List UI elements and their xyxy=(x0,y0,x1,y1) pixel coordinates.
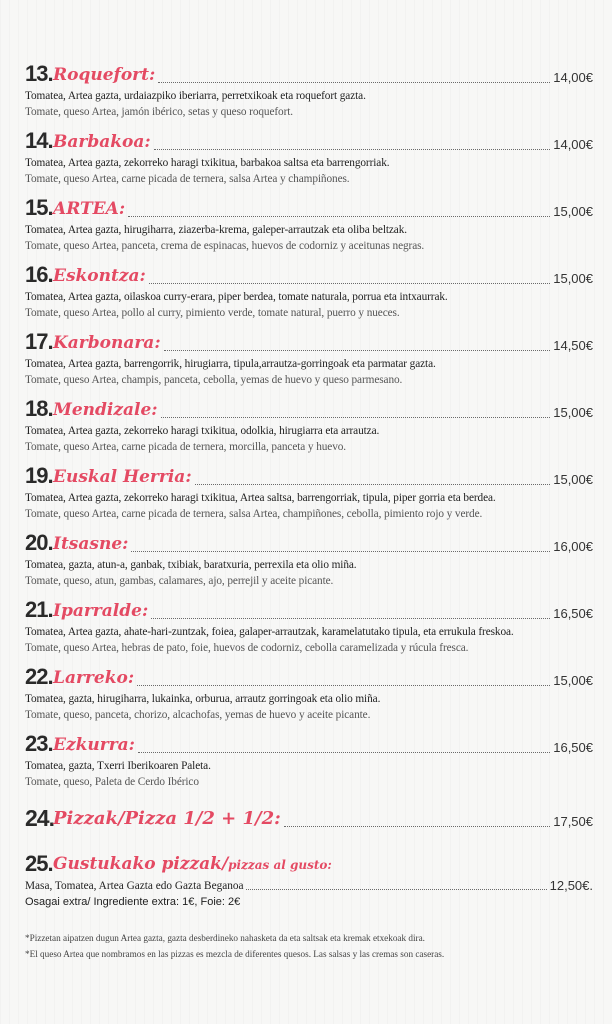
item-ingredients-es: Tomate, queso Artea, carne picada de ternera, morcilla, panceta y huevo. xyxy=(25,441,347,453)
menu-item xyxy=(25,60,593,127)
item-price: 15,00€ xyxy=(553,472,593,487)
item-header xyxy=(25,127,593,155)
item-title: ARTEA: xyxy=(53,199,126,219)
item-title: Barbakoa: xyxy=(53,132,151,152)
item-ingredients-es: Tomate, queso Artea, carne picada de ternera, salsa Artea y champiñones. xyxy=(25,173,350,185)
custom-extra: Osagai extra/ Ingrediente extra: 1€, Foie: 2€ xyxy=(25,896,241,908)
item-number: 18. xyxy=(25,396,53,421)
item-price: 14,00€ xyxy=(553,137,593,152)
leader-dots xyxy=(158,82,550,83)
item-ingredients-eu: Tomatea, Artea gazta, urdaiazpiko iberiarra, perretxikoak eta roquefort gazta. xyxy=(25,90,366,102)
item-price: 14,50€ xyxy=(553,338,593,353)
leader-dots xyxy=(151,618,550,619)
item-title xyxy=(53,854,332,875)
item-number: 14. xyxy=(25,128,53,153)
menu-item xyxy=(25,194,593,261)
item-header xyxy=(25,730,593,758)
item-title: Larreko: xyxy=(53,668,135,688)
item-price: 17,50€ xyxy=(553,814,593,829)
item-ingredients-eu: Tomatea, gazta, atun-a, ganbak, txibiak, baratxuria, perrexila eta olio miña. xyxy=(25,559,357,571)
item-header xyxy=(25,663,593,691)
item-number: 16. xyxy=(25,262,53,287)
item-number: 15. xyxy=(25,195,53,220)
item-title: Pizzak/Pizza 1/2 + 1/2: xyxy=(53,808,281,829)
item-price: 15,00€ xyxy=(553,673,593,688)
item-title: Ezkurra: xyxy=(53,735,135,755)
item-header xyxy=(25,596,593,624)
leader-dots xyxy=(164,350,550,351)
item-ingredients-es: Tomate, queso, panceta, chorizo, alcachofas, yemas de huevo y aceite picante. xyxy=(25,709,371,721)
item-price: 15,00€ xyxy=(553,271,593,286)
leader-dots xyxy=(161,417,550,418)
item-ingredients-eu: Tomatea, Artea gazta, zekorreko haragi txikitua, Artea saltsa, barrengorriak, tipula, piper gorria eta berdea. xyxy=(25,492,496,504)
menu-item xyxy=(25,596,593,663)
leader-dots xyxy=(137,685,550,686)
item-ingredients-es: Tomate, queso Artea, jamón ibérico, setas y queso roquefort. xyxy=(25,106,294,118)
item-number: 23. xyxy=(25,731,53,756)
custom-base: Masa, Tomatea, Artea Gazta edo Gazta Beganoa xyxy=(25,880,244,892)
leader-dots xyxy=(246,889,547,890)
item-header xyxy=(25,194,593,222)
custom-base-line xyxy=(25,878,593,894)
menu-item-half-pizza xyxy=(25,800,593,832)
footnote-eu: *Pizzetan aipatzen dugun Artea gazta, gazta desberdineko nahasketa da eta saltsak eta kremak etxekoak dira. xyxy=(25,933,425,943)
leader-dots xyxy=(131,551,550,552)
leader-dots xyxy=(284,826,550,827)
item-ingredients-es: Tomate, queso, atun, gambas, calamares, ajo, perrejil y aceite picante. xyxy=(25,575,334,587)
item-number: 21. xyxy=(25,597,53,622)
item-header xyxy=(25,395,593,423)
item-ingredients-es: Tomate, queso Artea, champis, panceta, cebolla, yemas de huevo y queso parmesano. xyxy=(25,374,403,386)
item-price: 12,50€. xyxy=(549,878,593,893)
item-number: 13. xyxy=(25,61,53,86)
item-number: 17. xyxy=(25,329,53,354)
item-ingredients-eu: Tomatea, Artea gazta, barrengorrik, hirugiarra, tipula,arrautza-gorringoak eta parmatar gazta. xyxy=(25,358,436,370)
item-title: Eskontza: xyxy=(53,266,146,286)
item-price: 15,00€ xyxy=(553,405,593,420)
item-price: 16,00€ xyxy=(553,539,593,554)
item-price: 14,00€ xyxy=(553,70,593,85)
menu-item xyxy=(25,261,593,328)
footnote-es: *El queso Artea que nombramos en las pizzas es mezcla de diferentes quesos. Las salsas y las cremas son caseras. xyxy=(25,949,445,959)
leader-dots xyxy=(149,283,550,284)
item-ingredients-eu: Tomatea, Artea gazta, zekorreko haragi txikitua, barbakoa saltsa eta barrengorriak. xyxy=(25,157,390,169)
item-number: 22. xyxy=(25,664,53,689)
pizza-menu-list xyxy=(25,60,593,797)
menu-item xyxy=(25,127,593,194)
item-number: 24. xyxy=(25,805,54,831)
item-ingredients-es: Tomate, queso Artea, pollo al curry, pimiento verde, tomate natural, puerro y nueces. xyxy=(25,307,400,319)
item-ingredients-es: Tomate, queso Artea, carne picada de ternera, salsa Artea, champiñones, cebolla, pimiento rojo y verde. xyxy=(25,508,483,520)
footnotes xyxy=(25,930,605,962)
leader-dots xyxy=(128,216,550,217)
item-ingredients-eu: Tomatea, Artea gazta, zekorreko haragi txikitua, odolkia, hirugiarra eta arrautza. xyxy=(25,425,380,437)
menu-item xyxy=(25,663,593,730)
item-ingredients-es: Tomate, queso Artea, panceta, crema de espinacas, huevos de codorniz y aceitunas negras. xyxy=(25,240,425,252)
item-title: Karbonara: xyxy=(53,333,161,353)
item-ingredients-es: Tomate, queso, Paleta de Cerdo Ibérico xyxy=(25,776,199,788)
item-ingredients-eu: Tomatea, Artea gazta, oilaskoa curry-erara, piper berdea, tomate naturala, porrua eta intxaurrak. xyxy=(25,291,448,303)
item-ingredients-es: Tomate, queso Artea, hebras de pato, foie, huevos de codorniz, cebolla caramelizada y rúcula fresca. xyxy=(25,642,469,654)
menu-item xyxy=(25,730,593,797)
custom-subtitle: pizzas al gusto: xyxy=(228,858,332,872)
item-title: Mendizale: xyxy=(53,400,158,420)
menu-item-custom-pizza xyxy=(25,850,593,910)
item-ingredients-eu: Tomatea, gazta, hirugiharra, lukainka, orburua, arrautz gorringoak eta olio miña. xyxy=(25,693,381,705)
item-price: 15,00€ xyxy=(553,204,593,219)
item-header xyxy=(25,60,593,88)
item-number: 19. xyxy=(25,463,53,488)
item-header xyxy=(25,328,593,356)
item-ingredients-eu: Tomatea, Artea gazta, ahate-hari-zuntzak, foiea, galaper-arrautzak, karamelatutako tipula, eta errukula freskoa. xyxy=(25,626,514,638)
item-header xyxy=(25,529,593,557)
menu-item xyxy=(25,395,593,462)
item-ingredients-eu: Tomatea, gazta, Txerri Iberikoaren Paleta. xyxy=(25,760,211,772)
leader-dots xyxy=(154,149,550,150)
item-number: 20. xyxy=(25,530,53,555)
menu-item xyxy=(25,529,593,596)
item-price: 16,50€ xyxy=(553,606,593,621)
item-header xyxy=(25,462,593,490)
item-title: Euskal Herria: xyxy=(53,467,192,487)
item-price: 16,50€ xyxy=(553,740,593,755)
menu-item xyxy=(25,462,593,529)
menu-item xyxy=(25,328,593,395)
item-number: 25. xyxy=(25,851,53,876)
item-title: Roquefort: xyxy=(53,65,156,85)
leader-dots xyxy=(138,752,550,753)
item-ingredients-eu: Tomatea, Artea gazta, hirugiharra, ziazerba-krema, galeper-arrautzak eta oliba beltzak. xyxy=(25,224,407,236)
leader-dots xyxy=(195,484,550,485)
item-title: Iparralde: xyxy=(53,601,149,621)
custom-title: Gustukako pizzak/ xyxy=(53,854,229,874)
item-title: Itsasne: xyxy=(53,534,129,554)
item-header xyxy=(25,261,593,289)
